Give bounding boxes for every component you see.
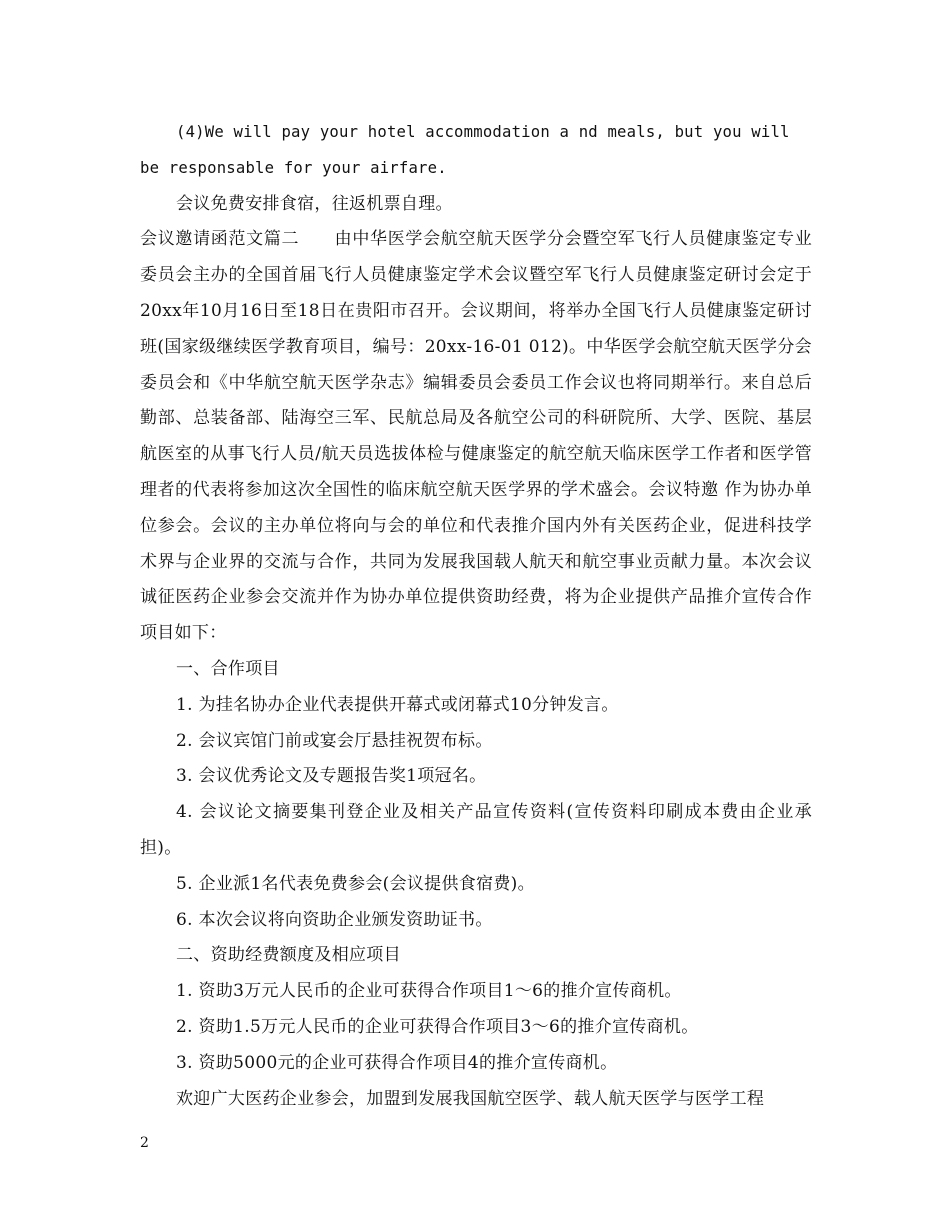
list-item: 6. 本次会议将向资助企业颁发资助证书。 xyxy=(176,909,493,930)
heading-funding-items: 二、资助经费额度及相应项目 xyxy=(176,945,401,966)
english-paragraph: (4)We will pay your hotel accommodation a nd meals, but you will be responsable for your airfare. xyxy=(140,123,790,177)
list-item: 4. 会议论文摘要集刊登企业及相关产品宣传资料(宣传资料印刷成本费由企业承担)。 xyxy=(140,802,812,858)
list-item: 5. 企业派1名代表免费参会(会议提供食宿费)。 xyxy=(176,873,535,894)
list-item: 3. 会议优秀论文及专题报告奖1项冠名。 xyxy=(176,766,487,787)
list-item: 2. 会议宾馆门前或宴会厅悬挂祝贺布标。 xyxy=(176,730,493,751)
document-body xyxy=(140,115,812,1117)
section-two-paragraph: 会议邀请函范文篇二 由中华医学会航空航天医学分会暨空军飞行人员健康鉴定专业委员会主办的全国首届飞行人员健康鉴定学术会议暨空军飞行人员健康鉴定研讨会定于20xx年10月16日至18日在贵阳市召开。会议期间，将举办全国飞行人员健康鉴定研讨班(国家级继续医学教育项目，编号：20xx-16-01 012)。中华医学会航空航天医学分会委员会和《中华航空航天医学杂志》编辑委员会委员工作会议也将同期举行。来自总后勤部、总装备部、陆海空三军、民航总局及各航空公司的科研院所、大学、医院、基层航医室的从事飞行人员/航天员选拔体检与健康鉴定的航空航天临床医学工作者和医学管理者的代表将参加这次全国性的临床航空航天医学界的学术盛会。会议特邀 作为协办单位参会。会议的主办单位将向与会的单位和代表推介国内外有关医药企业，促进科技学术界与企业界的交流与合作，共同为发展我国载人航天和航空事业贡献力量。本次会议诚征医药企业参会交流并作为协办单位提供资助经费，将为企业提供产品推介宣传合作项目如下： xyxy=(140,229,812,644)
chinese-translation: 会议免费安排食宿，往返机票自理。 xyxy=(176,193,453,214)
list-item: 1. 资助3万元人民币的企业可获得合作项目1～6的推介宣传商机。 xyxy=(176,981,682,1002)
page-number: 2 xyxy=(140,1135,149,1151)
list-item: 3. 资助5000元的企业可获得合作项目4的推介宣传商机。 xyxy=(176,1052,618,1073)
closing-paragraph: 欢迎广大医药企业参会，加盟到发展我国航空医学、载人航天医学与医学工程 xyxy=(176,1088,765,1109)
list-item: 2. 资助1.5万元人民币的企业可获得合作项目3～6的推介宣传商机。 xyxy=(176,1016,699,1037)
heading-cooperation-items: 一、合作项目 xyxy=(176,658,280,679)
list-item: 1. 为挂名协办企业代表提供开幕式或闭幕式10分钟发言。 xyxy=(176,694,619,715)
